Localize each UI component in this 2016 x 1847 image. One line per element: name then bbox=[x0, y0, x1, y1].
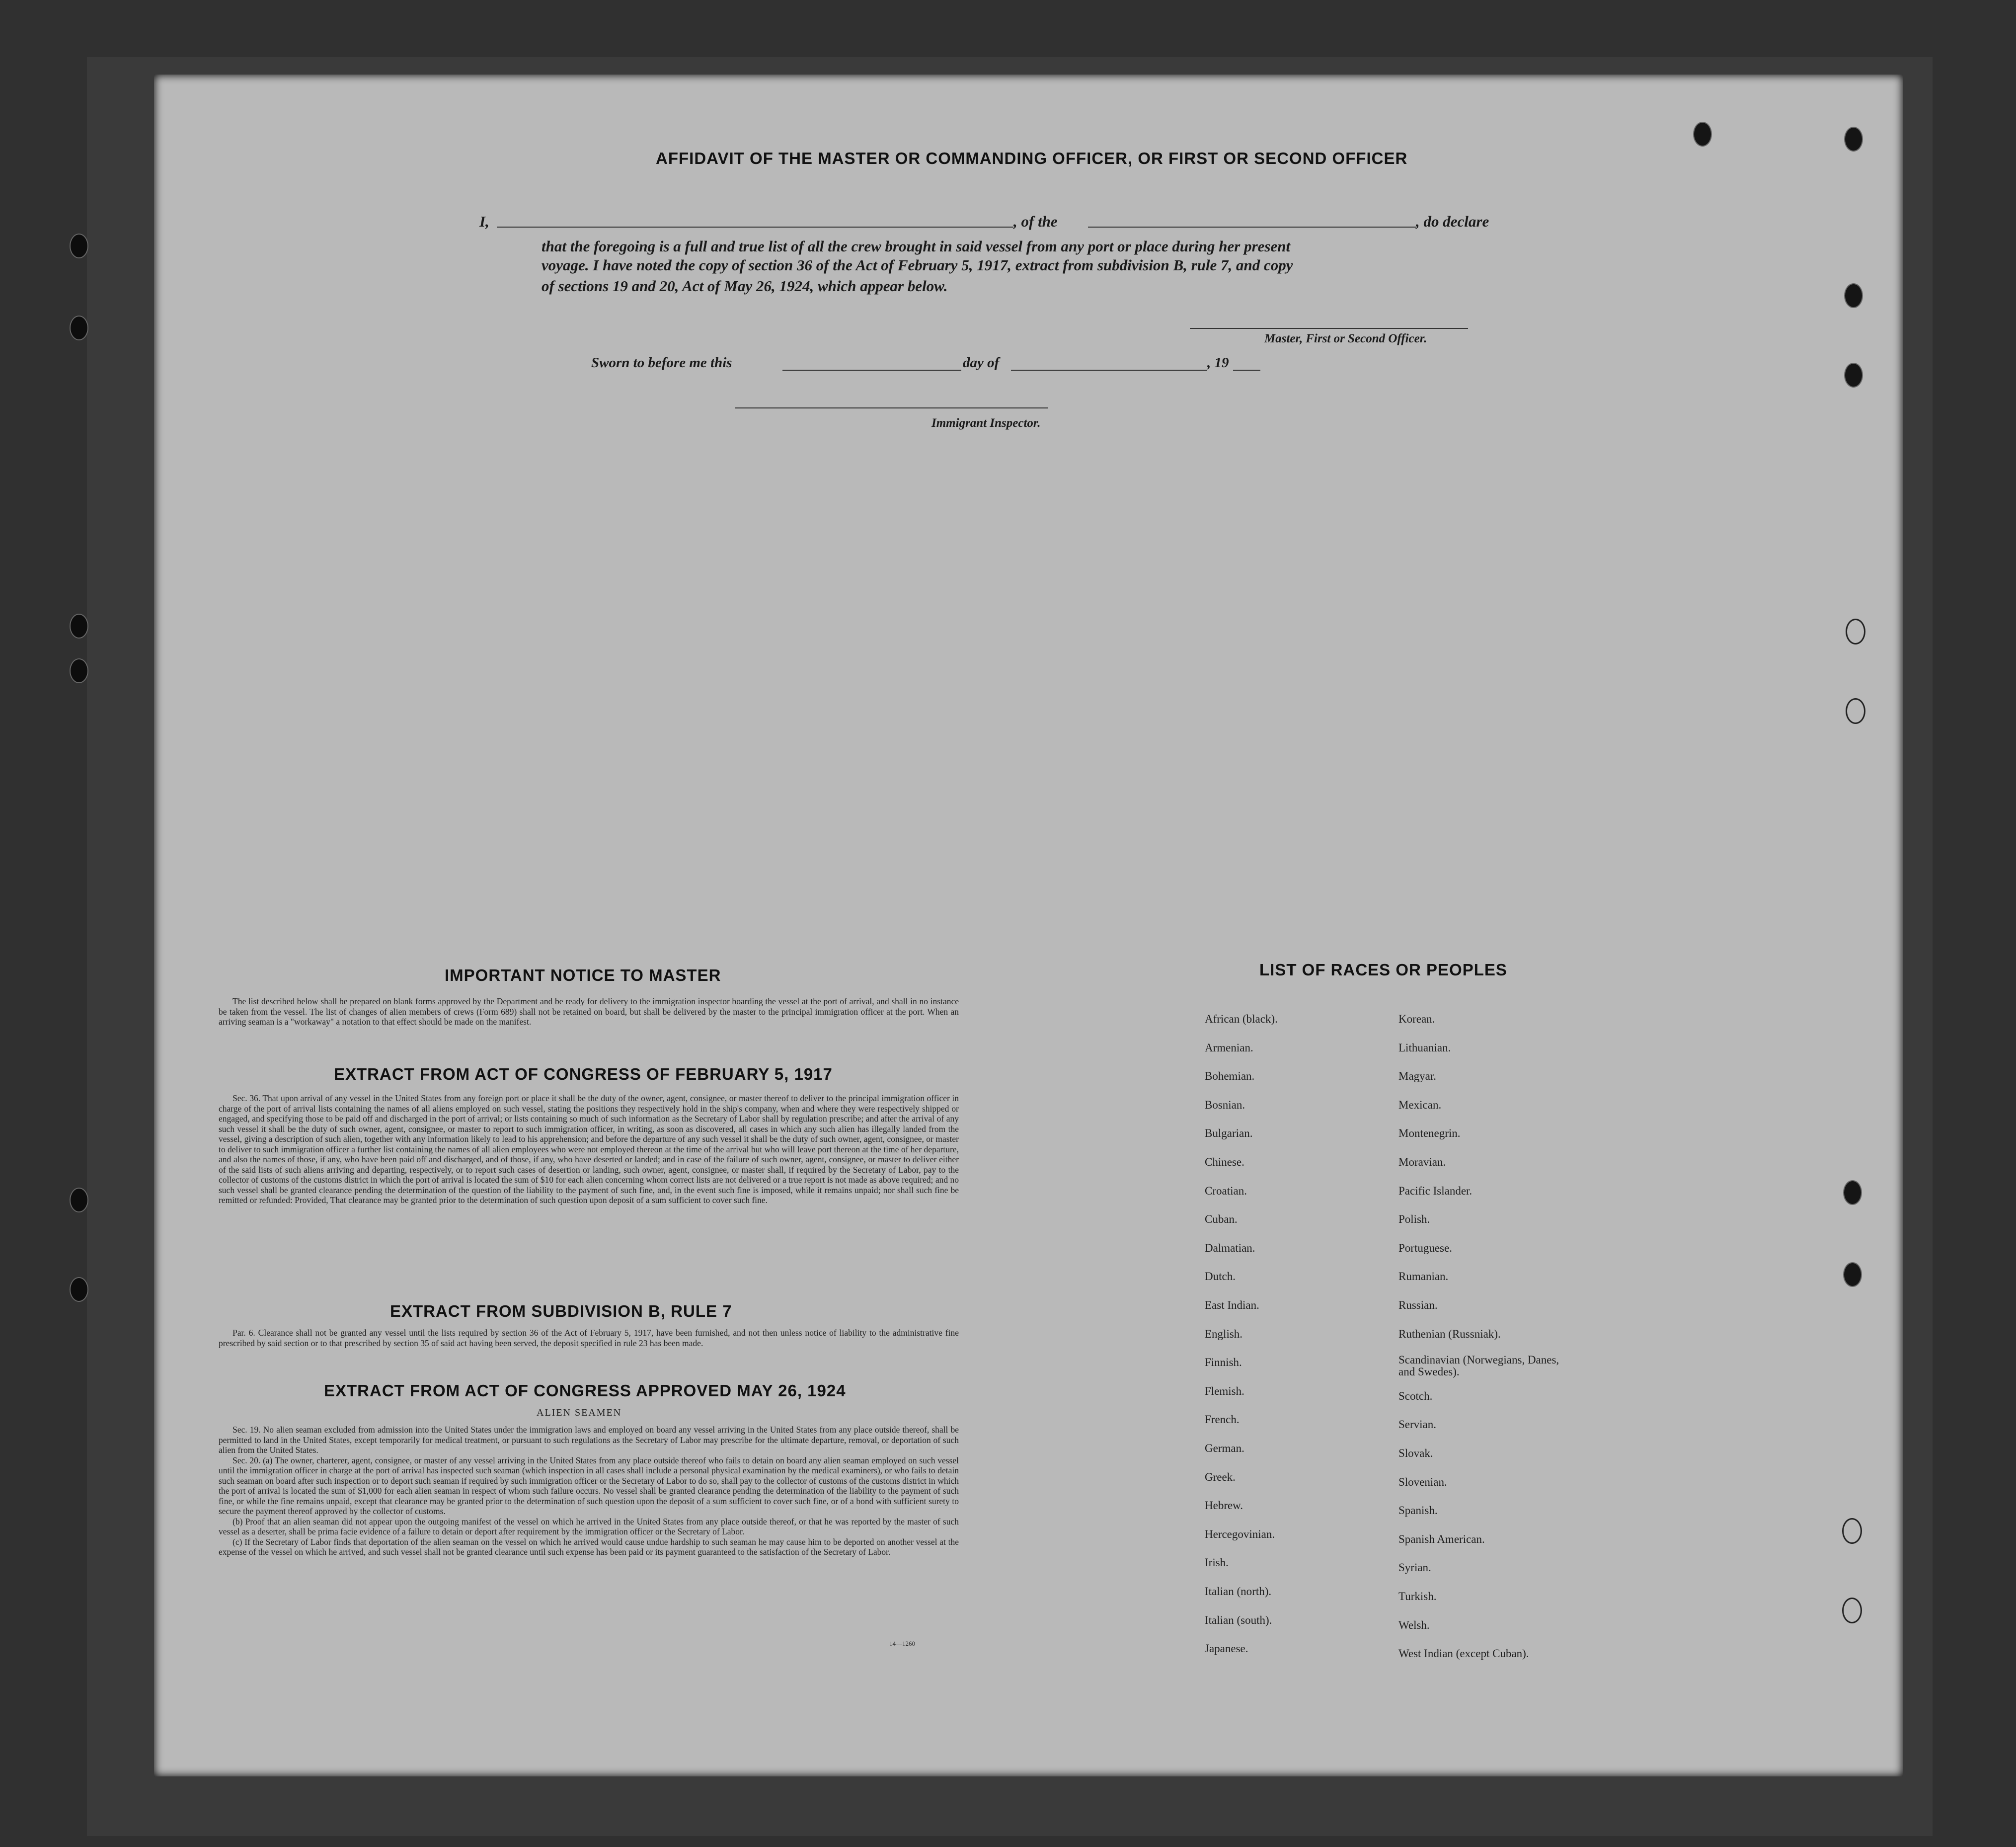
race-item: Pacific Islander. bbox=[1398, 1185, 1473, 1197]
race-item: Greek. bbox=[1205, 1471, 1236, 1483]
sworn-label: Sworn to before me this bbox=[591, 355, 732, 371]
race-item: Bohemian. bbox=[1205, 1070, 1255, 1082]
par-6-paragraph: Par. 6. Clearance shall not be granted any vessel until the lists required by section 36 of the Act of February 5, 1917, have been furnished, and not then unless notice of liability to the administrative fine prescribed by said section or to that prescribed by section 35 of said act having been served, the deposit specified in rule 23 has been made. bbox=[219, 1328, 959, 1348]
affidavit-title: AFFIDAVIT OF THE MASTER OR COMMANDING OFFICER, OR FIRST OR SECOND OFFICER bbox=[656, 149, 1408, 167]
sec-19-paragraph: Sec. 19. No alien seaman excluded from admission into the United States under the immigration laws and employed on board any vessel arriving in the United States from any place outside thereof, shall be permitted to land in the United States, except temporarily for medical treatment, or pursuant to such regulations as the Secretary of Labor may prescribe for the ultimate departure, removal, or deportation of such alien from the United States. bbox=[219, 1425, 959, 1455]
race-item: Dalmatian. bbox=[1205, 1242, 1255, 1254]
race-item: Servian. bbox=[1398, 1418, 1437, 1431]
year-label: , 19 bbox=[1207, 355, 1229, 371]
sworn-year-blank bbox=[1233, 370, 1260, 371]
race-item: Flemish. bbox=[1205, 1385, 1244, 1397]
binding-hole bbox=[1843, 1262, 1862, 1287]
race-item: Korean. bbox=[1398, 1013, 1435, 1025]
section-36-paragraph: Sec. 36. That upon arrival of any vessel in the United States from any foreign port or place it shall be the duty of the owner, agent, consignee, or master thereof to deliver to the principal immigration officer in charge of the port of arrival lists containing the names of all aliens employed on such vessel, stating the positions they respectively hold in the ship's company, when and where they were respectively shipped or engaged, and specifying those to be paid off and discharged in the port of arrival; or lists containing so much of such information as the Secretary of Labor shall by regulation prescribe; and after the arrival of any such vessel it shall be the duty of such owner, agent, consignee, or master to report to such immigration officer, in writing, as soon as discovered, all cases in which any such alien has illegally landed from the vessel, giving a description of such alien, together with any information likely to lead to his apprehension; and before the departure of any such vessel it shall be the duty of such owner, agent, consignee, or master to deliver to such immigration officer a further list containing the names of all alien employees who were not employed thereon at the time of the arrival but who will leave port thereon at the time of her departure, and also the names of those, if any, who have been paid off and discharged, and of those, if any, who have deserted or landed; and in case of the failure of such owner, agent, consignee, or master to deliver either of the said lists of such aliens arriving and departing, respectively, or to report such cases of desertion or landing, such owner, agent, consignee, or master shall, if required by the Secretary of Labor, pay to the collector of customs of the customs district in which the port of arrival is located the sum of $10 for each alien concerning whom correct lists are not delivered or a true report is not made as above required; and no such vessel shall be granted clearance pending the determination of the question of the liability to the payment of such fine, and, in the event such fine is imposed, while it remains unpaid; nor shall such fine be remitted or refunded: Provided, That clearance may be granted prior to the determination of such question upon deposit of a sum sufficient to cover such fine. bbox=[219, 1093, 959, 1205]
race-item: Dutch. bbox=[1205, 1270, 1236, 1283]
race-item: Chinese. bbox=[1205, 1156, 1244, 1168]
race-item: English. bbox=[1205, 1328, 1243, 1340]
day-of-label: day of bbox=[963, 355, 1000, 371]
binding-hole bbox=[70, 1277, 88, 1302]
binding-hole bbox=[70, 234, 88, 258]
binding-hole bbox=[1842, 1598, 1862, 1623]
binding-hole bbox=[70, 614, 88, 639]
name-blank bbox=[497, 227, 1013, 228]
race-item: Spanish American. bbox=[1398, 1533, 1485, 1545]
sworn-month-blank bbox=[1011, 370, 1207, 371]
race-item: Spanish. bbox=[1398, 1504, 1438, 1517]
extract-1917-title: EXTRACT FROM ACT OF CONGRESS OF FEBRUARY 5, 1917 bbox=[334, 1065, 833, 1083]
race-item: Lithuanian. bbox=[1398, 1042, 1451, 1054]
race-item: Bosnian. bbox=[1205, 1099, 1245, 1111]
race-item: Slovak. bbox=[1398, 1447, 1433, 1459]
affidavit-line-2: that the foregoing is a full and true list of all the crew brought in said vessel from any port or place during her present bbox=[542, 238, 1291, 255]
master-signature-label: Master, First or Second Officer. bbox=[1264, 332, 1427, 345]
race-item: Turkish. bbox=[1398, 1590, 1437, 1603]
race-item: Bulgarian. bbox=[1205, 1127, 1253, 1139]
extract-1924-text bbox=[219, 1425, 959, 1557]
races-title: LIST OF RACES OR PEOPLES bbox=[1259, 961, 1507, 979]
binding-hole bbox=[1842, 1518, 1862, 1544]
sworn-day-blank bbox=[782, 370, 961, 371]
race-item: Magyar. bbox=[1398, 1070, 1437, 1082]
binding-hole bbox=[1846, 619, 1865, 644]
race-item: Polish. bbox=[1398, 1213, 1430, 1225]
form-number: 14—1260 bbox=[889, 1640, 915, 1647]
affidavit-line-3: voyage. I have noted the copy of section 36 of the Act of February 5, 1917, extract from subdivision B, rule 7, and copy bbox=[542, 256, 1293, 274]
affidavit-i: I, bbox=[479, 213, 489, 230]
sec-20c-paragraph: (c) If the Secretary of Labor finds that deportation of the alien seaman on the vessel on which he arrived would cause undue hardship to such seaman he may cause him to be deported on another vessel at the expense of the vessel on which he arrived, and such vessel shall not be granted clearance until such expense has been paid or its payment guaranteed to the satisfaction of the Secretary of Labor. bbox=[219, 1536, 959, 1557]
race-item: Armenian. bbox=[1205, 1042, 1253, 1054]
race-item: Hebrew. bbox=[1205, 1499, 1243, 1512]
race-item: German. bbox=[1205, 1442, 1244, 1454]
race-item: Hercegovinian. bbox=[1205, 1528, 1275, 1540]
binding-hole bbox=[1843, 1180, 1862, 1205]
race-item: Welsh. bbox=[1398, 1619, 1430, 1631]
affidavit-of-the: , of the bbox=[1013, 213, 1058, 230]
vessel-blank bbox=[1088, 227, 1416, 228]
sec-20a-paragraph: Sec. 20. (a) The owner, charterer, agent, consignee, or master of any vessel arriving in the United States from any place outside thereof who fails to detain on board any alien seaman employed on such vessel until the immigration officer in charge at the port of arrival has inspected such seaman (which inspection in all cases shall include a personal physical examination by the medical examiners), or who fails to detain such seaman on board after such inspection or to deport such seaman if required by such immigration officer or the Secretary of Labor to do so, shall pay to the collector of customs of the customs district in which the port of arrival is located the sum of $1,000 for each alien seaman in respect of whom such failure occurs. No vessel shall be granted clearance pending the determination of the liability to the payment of such fine, or while the fine remains unpaid, except that clearance may be granted prior to the determination of such question upon the deposit of a sum sufficient to cover such fine, or of a bond with sufficient surety to secure the payment thereof approved by the collector of customs. bbox=[219, 1455, 959, 1516]
race-item: Japanese. bbox=[1205, 1642, 1248, 1655]
race-item: Slovenian. bbox=[1398, 1476, 1447, 1488]
race-item: Italian (south). bbox=[1205, 1614, 1272, 1626]
inspector-signature-line bbox=[735, 407, 1048, 408]
binding-hole bbox=[1846, 698, 1865, 724]
race-item: Finnish. bbox=[1205, 1356, 1242, 1368]
binding-hole bbox=[1844, 363, 1863, 388]
extract-rule7-text bbox=[219, 1328, 959, 1348]
binding-hole bbox=[70, 658, 88, 683]
race-item: Rumanian. bbox=[1398, 1270, 1449, 1283]
race-item: Ruthenian (Russniak). bbox=[1398, 1328, 1501, 1340]
race-item: Cuban. bbox=[1205, 1213, 1238, 1225]
race-item: Mexican. bbox=[1398, 1099, 1442, 1111]
alien-seamen-subtitle: ALIEN SEAMEN bbox=[537, 1407, 622, 1418]
race-item: African (black). bbox=[1205, 1013, 1278, 1025]
race-item: French. bbox=[1205, 1413, 1240, 1426]
race-item: Irish. bbox=[1205, 1556, 1229, 1569]
notice-title: IMPORTANT NOTICE TO MASTER bbox=[445, 966, 721, 984]
master-signature-line bbox=[1190, 328, 1468, 329]
race-item: Syrian. bbox=[1398, 1561, 1431, 1574]
binding-hole bbox=[70, 1188, 88, 1212]
notice-text bbox=[219, 996, 959, 1027]
extract-rule7-title: EXTRACT FROM SUBDIVISION B, RULE 7 bbox=[390, 1302, 732, 1320]
race-item: Croatian. bbox=[1205, 1185, 1247, 1197]
extract-1924-title: EXTRACT FROM ACT OF CONGRESS APPROVED MAY 26, 1924 bbox=[324, 1381, 846, 1400]
notice-paragraph: The list described below shall be prepared on blank forms approved by the Department and be ready for delivery to the immigration inspector boarding the vessel at the port of arrival, and shall in no instance be taken from the vessel. The list of changes of alien members of crews (Form 689) shall not be retained on board, but shall be delivered by the master to the principal immigration officer at the port. When an arriving seaman is a "workaway" a notation to that effect should be made on the manifest. bbox=[219, 996, 959, 1027]
binding-hole bbox=[70, 316, 88, 340]
binding-hole bbox=[1844, 283, 1863, 308]
race-item: Scotch. bbox=[1398, 1390, 1433, 1402]
race-item: West Indian (except Cuban). bbox=[1398, 1647, 1529, 1660]
race-item: Italian (north). bbox=[1205, 1585, 1272, 1598]
race-item: Montenegrin. bbox=[1398, 1127, 1461, 1139]
race-item: Scandinavian (Norwegians, Danes, and Swedes). bbox=[1398, 1354, 1559, 1378]
binding-hole bbox=[1844, 127, 1863, 152]
race-item: Russian. bbox=[1398, 1299, 1438, 1311]
binding-hole bbox=[1693, 122, 1712, 147]
race-item: Portuguese. bbox=[1398, 1242, 1452, 1254]
inspector-signature-label: Immigrant Inspector. bbox=[931, 416, 1041, 430]
affidavit-do-declare: , do declare bbox=[1416, 213, 1489, 230]
race-item: Moravian. bbox=[1398, 1156, 1446, 1168]
extract-1917-text bbox=[219, 1093, 959, 1205]
race-item: East Indian. bbox=[1205, 1299, 1259, 1311]
sec-20b-paragraph: (b) Proof that an alien seaman did not appear upon the outgoing manifest of the vessel on which he arrived in the United States from any place outside thereof, or that he was reported by the master of such vessel as a deserter, shall be prima facie evidence of a failure to detain or deport after requirement by the immigration officer or the Secretary of Labor. bbox=[219, 1516, 959, 1536]
affidavit-line-4: of sections 19 and 20, Act of May 26, 1924, which appear below. bbox=[542, 277, 948, 295]
